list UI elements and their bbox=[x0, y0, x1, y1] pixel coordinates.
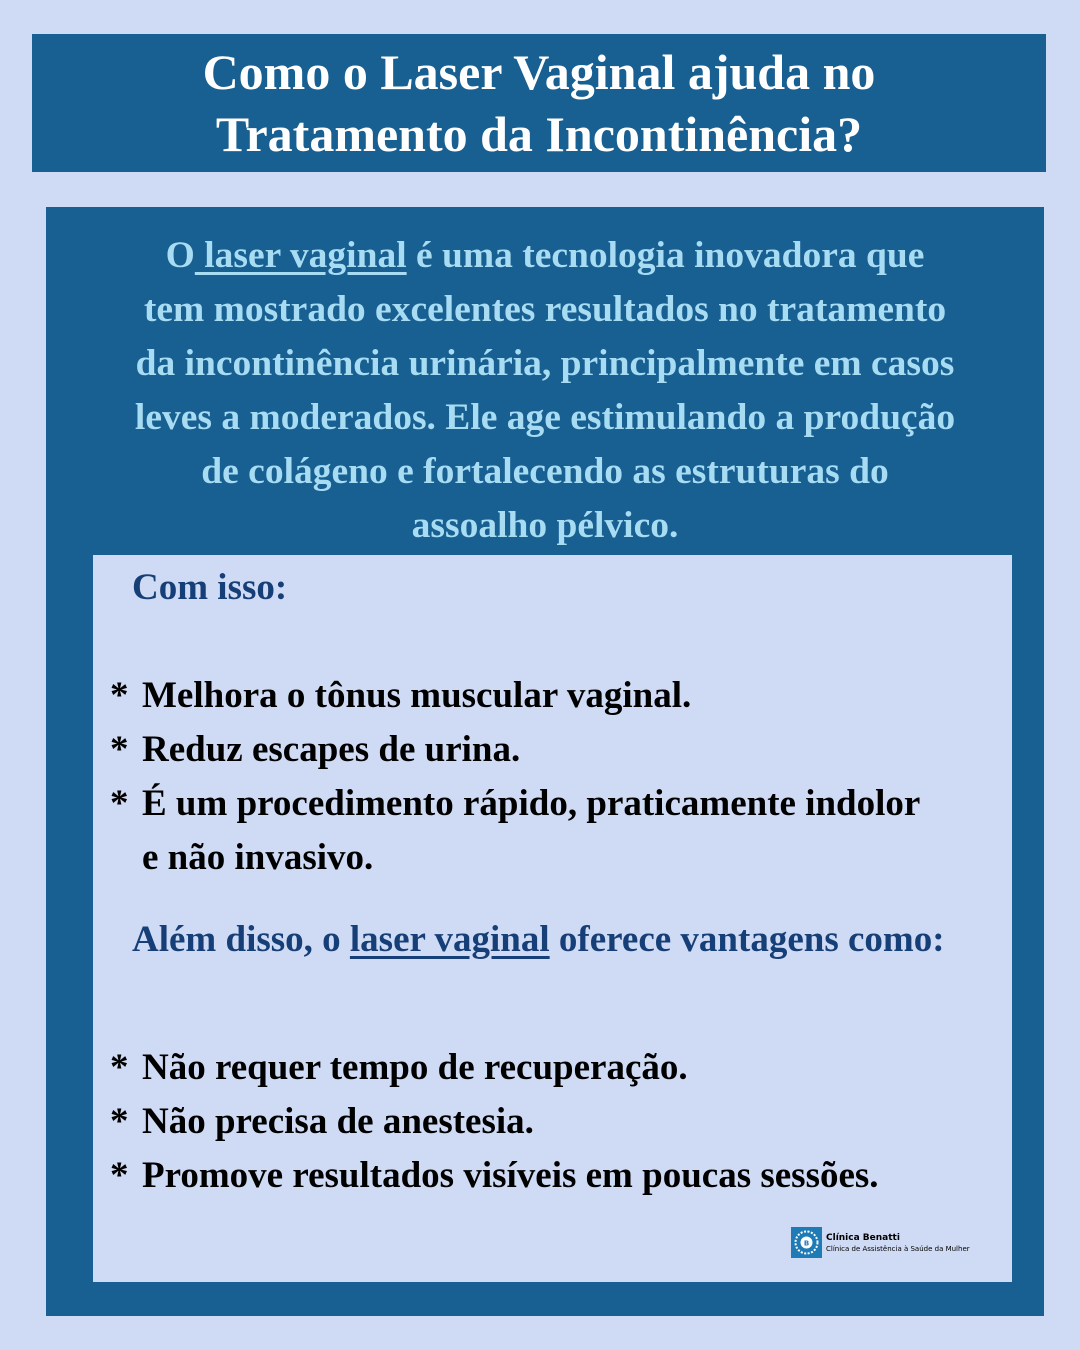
list-item bbox=[110, 1041, 990, 1095]
list-item bbox=[110, 1149, 990, 1203]
list-item-text: Não requer tempo de recuperação. bbox=[142, 1047, 688, 1088]
heading-prefix: Além disso, o bbox=[132, 919, 350, 960]
clinic-logo-icon bbox=[791, 1227, 822, 1258]
list-item-text: Reduz escapes de urina. bbox=[142, 729, 521, 770]
clinic-name: Clínica Benatti bbox=[826, 1232, 900, 1243]
intro-prefix: O bbox=[165, 235, 195, 276]
benefits-card bbox=[93, 555, 1012, 1282]
bullet-asterisk: * bbox=[110, 1155, 129, 1196]
bullet-asterisk: * bbox=[110, 1101, 129, 1142]
intro-line-4: leves a moderados. Ele age estimulando a produção bbox=[134, 397, 956, 438]
list-item-text: Melhora o tônus muscular vaginal. bbox=[142, 675, 692, 716]
clinic-logo bbox=[791, 1227, 970, 1258]
list-item bbox=[110, 723, 990, 777]
bullet-asterisk: * bbox=[110, 1047, 129, 1088]
heading-suffix: oferece vantagens como: bbox=[549, 919, 945, 960]
list-item bbox=[110, 669, 990, 723]
title-banner bbox=[32, 34, 1046, 172]
list-item-text: É um procedimento rápido, praticamente indolor e não invasivo. bbox=[142, 783, 920, 878]
title-line-1: Como o Laser Vaginal ajuda no bbox=[202, 44, 876, 100]
intro-line-3: da incontinência urinária, principalmente em casos bbox=[135, 343, 955, 384]
main-panel bbox=[46, 207, 1044, 1316]
intro-line-5: de colágeno e fortalecendo as estruturas do bbox=[201, 451, 889, 492]
laser-vaginal-link-2[interactable]: laser vaginal bbox=[349, 919, 550, 960]
svg-text:B: B bbox=[803, 1239, 810, 1248]
list-item bbox=[110, 1095, 990, 1149]
title-line-2: Tratamento da Incontinência? bbox=[215, 106, 863, 162]
bullet-asterisk: * bbox=[110, 729, 129, 770]
list-item-text: Promove resultados visíveis em poucas sessões. bbox=[142, 1155, 879, 1196]
section-heading-com-isso: Com isso: bbox=[132, 567, 288, 608]
benefits-list-2 bbox=[110, 1041, 990, 1203]
list-item bbox=[110, 777, 990, 885]
bullet-asterisk: * bbox=[110, 783, 129, 824]
intro-line-6: assoalho pélvico. bbox=[411, 505, 679, 546]
intro-line-1-rest: é uma tecnologia inovadora que bbox=[406, 235, 925, 276]
list-item-text: Não precisa de anestesia. bbox=[142, 1101, 534, 1142]
benefits-list-1 bbox=[110, 669, 990, 885]
laser-vaginal-link[interactable]: laser vaginal bbox=[194, 235, 407, 276]
clinic-subtitle: Clínica de Assistência à Saúde da Mulher bbox=[826, 1244, 970, 1253]
intro-paragraph bbox=[46, 229, 1044, 553]
bullet-asterisk: * bbox=[110, 675, 129, 716]
section-heading-alem-disso bbox=[132, 913, 1002, 967]
intro-line-2: tem mostrado excelentes resultados no tratamento bbox=[143, 289, 947, 330]
